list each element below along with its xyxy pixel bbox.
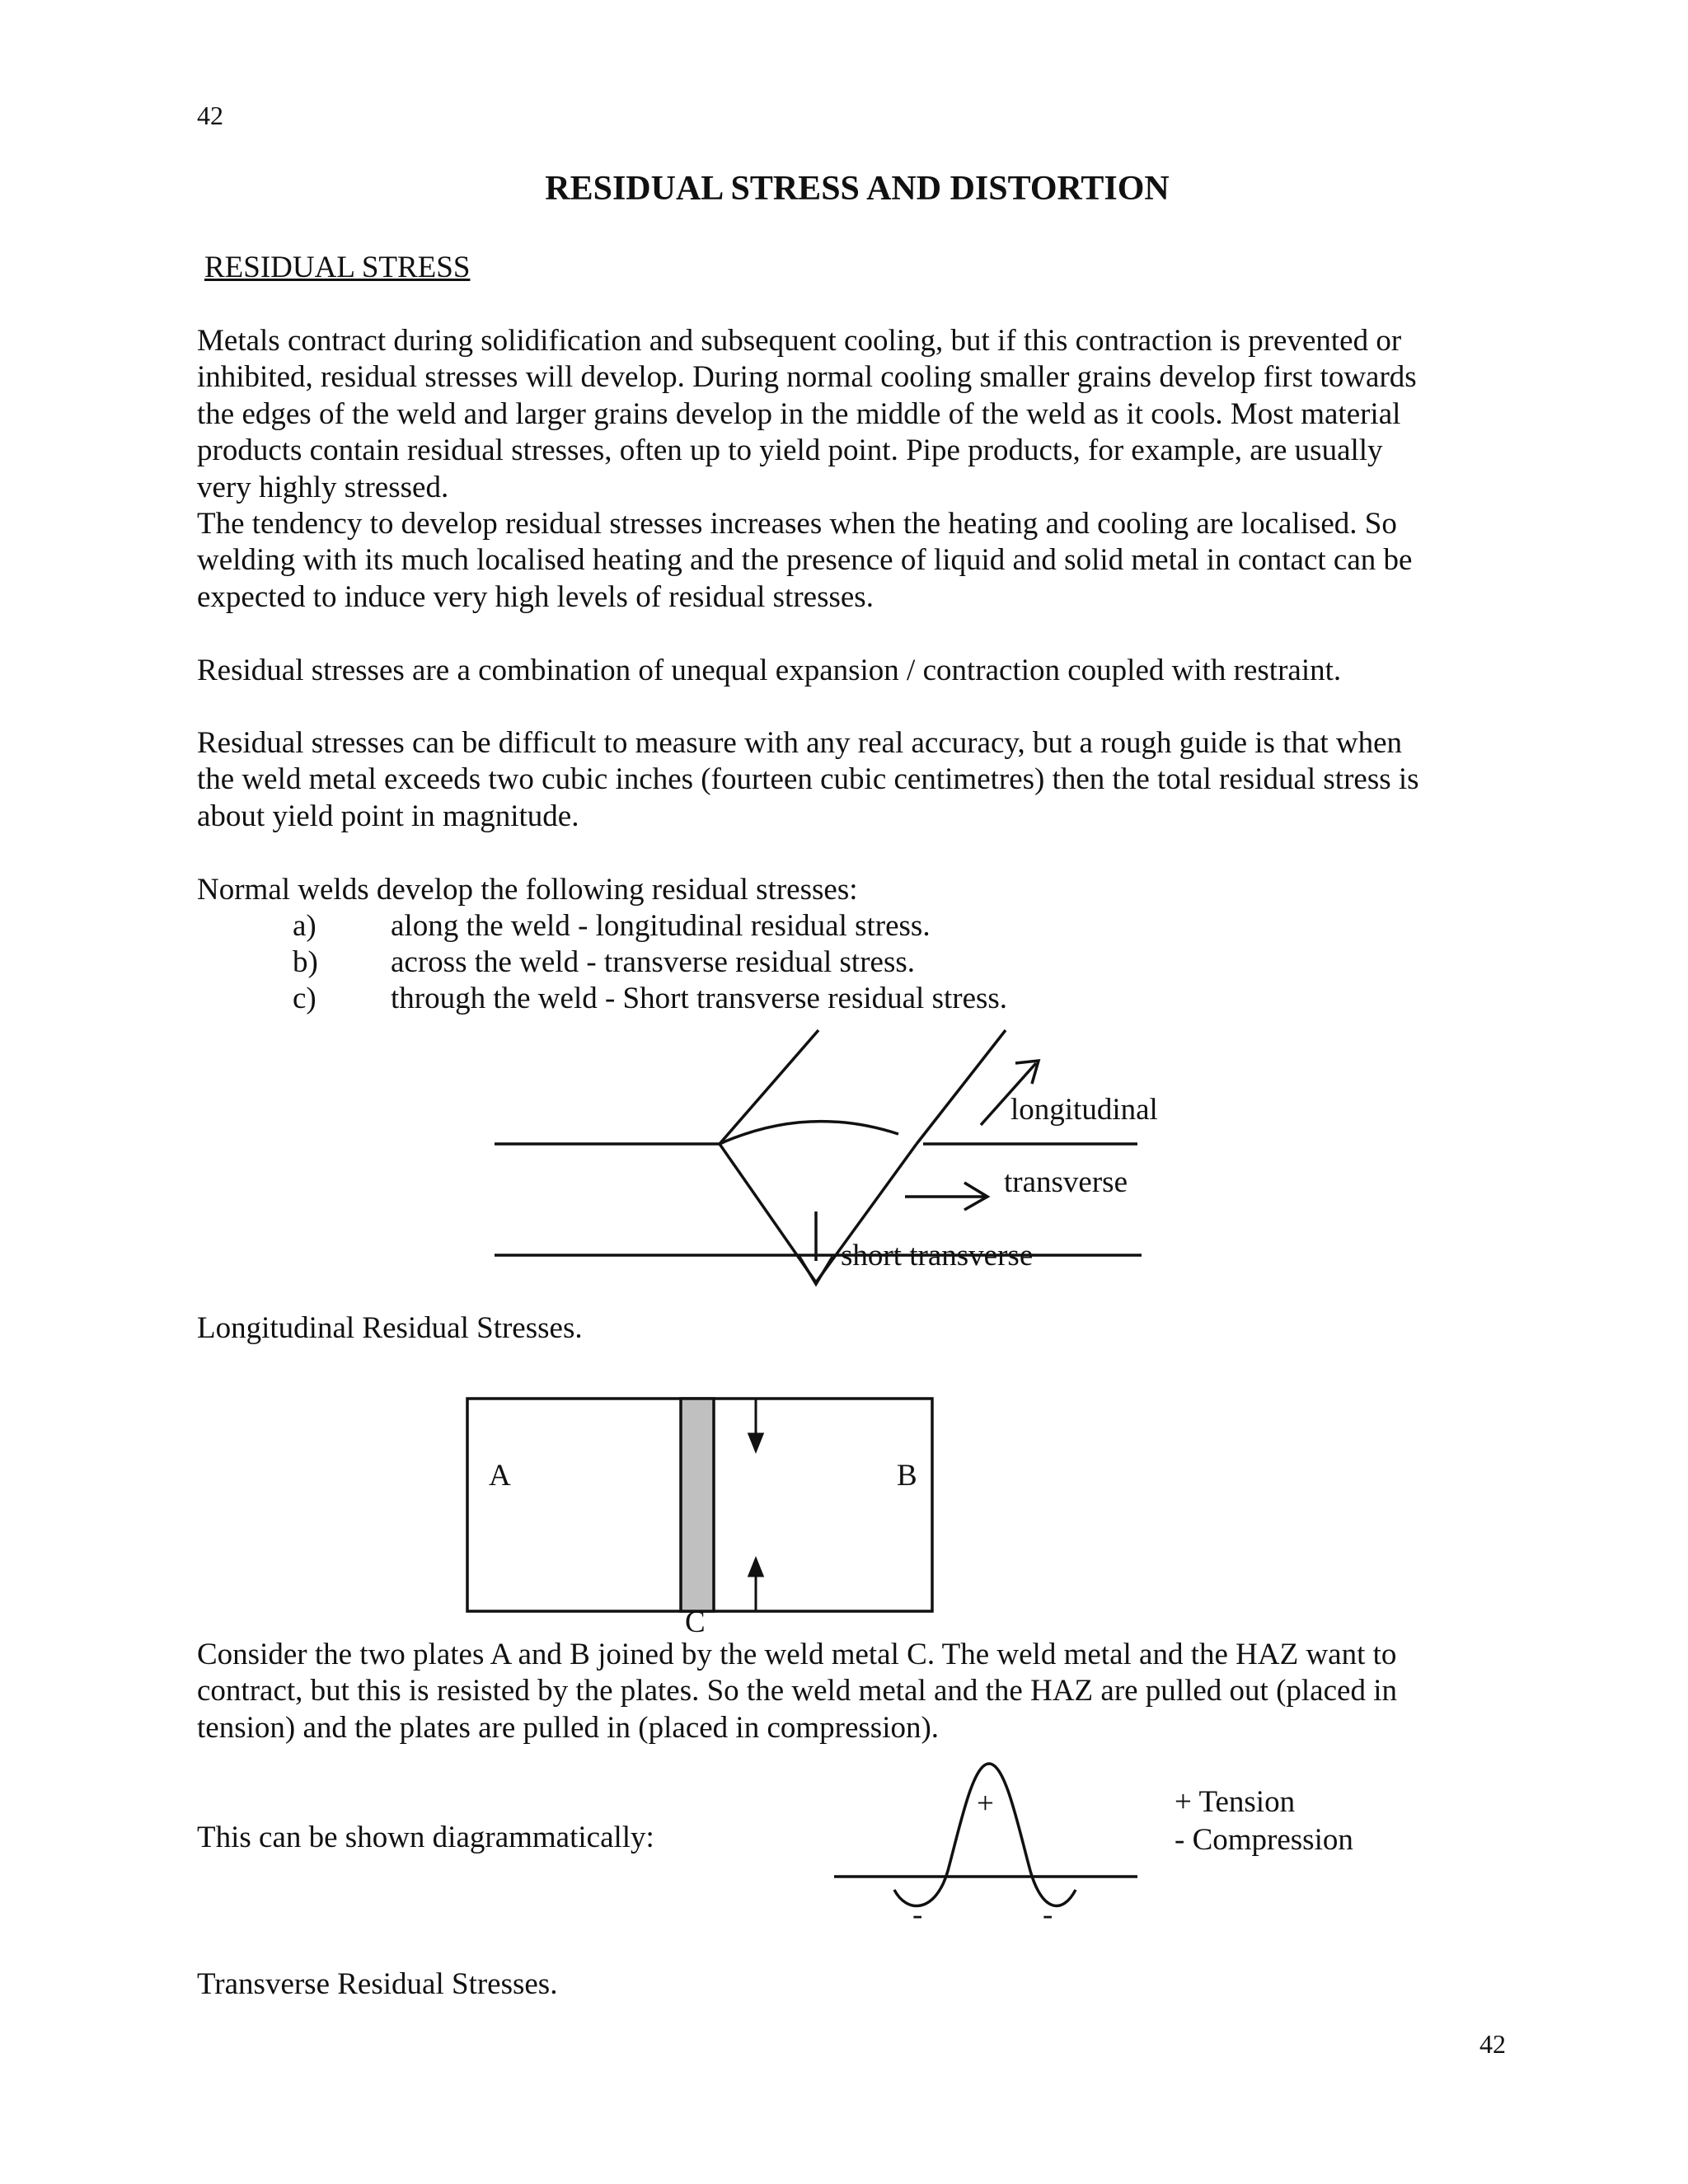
text-line: the weld metal exceeds two cubic inches (fourteen cubic centimetres) then the total residual stress is (197, 762, 1419, 797)
list-item-text: through the weld - Short transverse residual stress. (391, 982, 1008, 1015)
label-plate-a: A (489, 1459, 511, 1493)
text-line: Residual stresses are a combination of unequal expansion / contraction coupled with restraint. (197, 654, 1342, 687)
list-item-text: across the weld - transverse residual stress. (391, 945, 915, 979)
label-longitudinal: longitudinal (1010, 1093, 1158, 1127)
list-item-marker: c) (293, 982, 316, 1015)
list-intro: Normal welds develop the following residual stresses: (197, 873, 858, 907)
list-item-marker: a) (293, 909, 316, 943)
section-heading-transverse: Transverse Residual Stresses. (197, 1967, 558, 2001)
list-item-marker: b) (293, 945, 318, 979)
text-line: inhibited, residual stresses will develop. During normal cooling smaller grains develop first towards (197, 360, 1417, 395)
text-line: welding with its much localised heating and the presence of liquid and solid metal in contact can be (197, 543, 1413, 578)
text-line: very highly stressed. (197, 470, 449, 504)
legend-tension: + Tension (1175, 1785, 1296, 1819)
text-line: about yield point in magnitude. (197, 799, 579, 833)
page-title: RESIDUAL STRESS AND DISTORTION (545, 170, 1170, 208)
text-line: products contain residual stresses, often up to yield point. Pipe products, for example, are usually (197, 434, 1383, 468)
text-line: The tendency to develop residual stresses increases when the heating and cooling are localised. So (197, 507, 1397, 541)
section-heading-longitudinal: Longitudinal Residual Stresses. (197, 1311, 583, 1345)
label-plate-b: B (897, 1459, 917, 1493)
text-line: contract, but this is resisted by the plates. So the weld metal and the HAZ are pulled out (placed in (197, 1674, 1397, 1708)
legend-compression: - Compression (1175, 1823, 1353, 1857)
text-line: tension) and the plates are pulled in (placed in compression). (197, 1710, 940, 1745)
text-line: Consider the two plates A and B joined by the weld metal C. The weld metal and the HAZ want to (197, 1638, 1397, 1671)
tension-sign: + (977, 1787, 994, 1821)
label-transverse: transverse (1004, 1165, 1128, 1199)
stress-curve (894, 1764, 1076, 1905)
compression-sign-right: - (1043, 1898, 1053, 1932)
page-number-bottom: 42 (1479, 2029, 1506, 2059)
text-line: Residual stresses can be difficult to measure with any real accuracy, but a rough guide is that when (197, 726, 1403, 760)
label-short-transverse: short transverse (841, 1239, 1034, 1272)
section-heading-residual-stress: RESIDUAL STRESS (204, 251, 471, 284)
compression-sign-left: - (912, 1898, 923, 1932)
diagram-intro: This can be shown diagrammatically: (197, 1821, 654, 1854)
page-number-top: 42 (197, 101, 223, 130)
text-line: expected to induce very high levels of residual stresses. (197, 579, 874, 614)
label-weld-c: C (685, 1605, 706, 1639)
list-item-text: along the weld - longitudinal residual stress. (391, 909, 931, 943)
text-line: Metals contract during solidification and subsequent cooling, but if this contraction is prevented or (197, 324, 1402, 358)
text-line: the edges of the weld and larger grains develop in the middle of the weld as it cools. Most material (197, 396, 1401, 431)
